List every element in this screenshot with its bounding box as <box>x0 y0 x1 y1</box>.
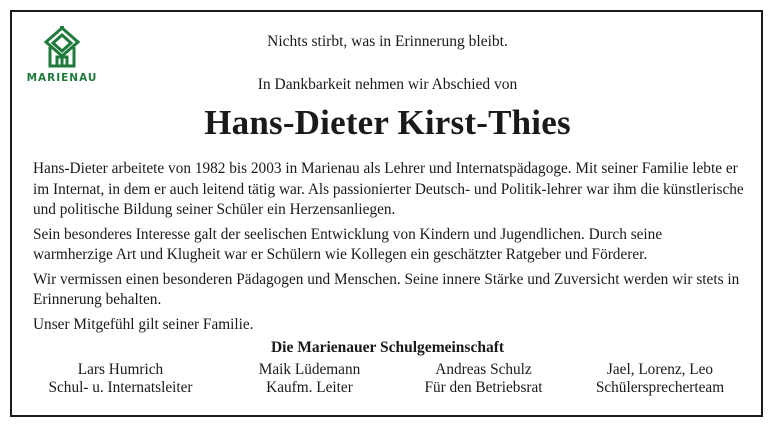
signer <box>227 361 392 397</box>
signer-role: Kaufm. Leiter <box>266 379 353 396</box>
signer <box>33 361 208 397</box>
paragraph: Sein besonderes Interesse galt der seelischen Entwicklung von Kindern und Jugendlichen. Durch seine warmherzige Art und Klugheit war er Schülern wie Kollegen ein geschätzter Ratgeber und Förderer. <box>33 225 663 263</box>
signer-role: Schülersprecherteam <box>595 379 725 396</box>
signer-role: Für den Betriebsrat <box>424 379 543 396</box>
motto: Nichts stirbt, was in Erinnerung bleibt. <box>267 33 508 50</box>
signer-name: Jael, Lorenz, Leo <box>606 361 714 378</box>
intro-line: In Dankbarkeit nehmen wir Abschied von <box>257 76 518 93</box>
signer-name: Maik Lüdemann <box>258 361 361 378</box>
signature-title: Die Marienauer Schulgemeinschaft <box>270 339 505 356</box>
logo-wordmark: MARIENAU <box>26 72 98 84</box>
paragraph: Unser Mitgefühl gilt seiner Familie. <box>33 315 254 333</box>
paragraph: Wir vermissen einen besonderen Pädagogen und Menschen. Seine innere Stärke und Zuversicht werden wir stets in Erinnerung behalten. <box>33 270 740 308</box>
signer-name: Lars Humrich <box>77 361 164 378</box>
signer <box>401 361 566 397</box>
paragraph: Hans-Dieter arbeitete von 1982 bis 2003 in Marienau als Lehrer und Internatspädagoge. Mit seiner Familie lebte er im Internat, in dem er auch leitend tätig war. Als passionierter Deutsch- und Politik-lehrer war ihm die künstlerische und politische Bildung seiner Schüler ein Herzensanliegen. <box>33 160 744 218</box>
signers-row <box>33 361 745 397</box>
signer <box>575 361 745 397</box>
signer-role: Schul- u. Internatsleiter <box>48 379 193 396</box>
obituary-body <box>33 159 745 339</box>
deceased-name: Hans-Dieter Kirst-Thies <box>204 103 571 142</box>
signer-name: Andreas Schulz <box>435 361 532 378</box>
